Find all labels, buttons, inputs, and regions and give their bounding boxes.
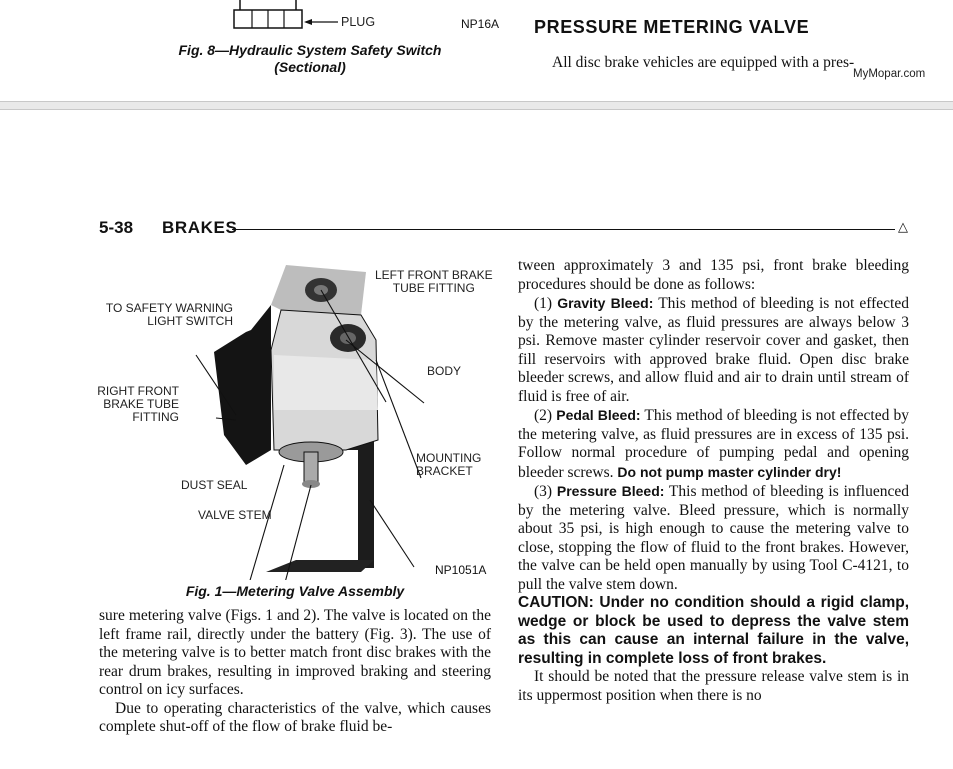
left-column: [99, 607, 491, 737]
left-para-1: sure metering valve (Figs. 1 and 2). The valve is located on the left frame rail, directly under the battery (Fig. 3). The use of the metering valve is to better match front disc brakes with the rear drum brakes, resulting in improved braking and steering control on icy surfaces.: [99, 607, 491, 698]
page-number: 5-38: [99, 218, 134, 237]
watermark: MyMopar.com: [853, 68, 926, 80]
page-5-38: [0, 109, 953, 769]
fig8-caption: [140, 42, 480, 76]
left-para-2: Due to operating characteristics of the valve, which causes complete shut-off of the flow of brake fluid be-: [99, 699, 491, 735]
valve-stem-label: VALVE STEM: [198, 508, 272, 522]
right-last-para: It should be noted that the pressure release valve stem is in its uppermost position when there is no: [518, 668, 909, 704]
right-para-1: tween approximately 3 and 135 psi, front brake bleeding procedures should be done as follows:: [518, 257, 909, 293]
left-front-brake-tube-fitting-label: LEFT FRONT BRAKE TUBE FITTING: [375, 268, 493, 295]
header-rule: [232, 229, 895, 230]
gravity-bleed-title: Gravity Bleed:: [557, 295, 654, 311]
previous-page-fragment: [0, 0, 953, 102]
fig1-code: NP1051A: [435, 563, 487, 577]
safety-switch-diagram-fragment: [228, 0, 338, 36]
mounting-bracket-label: MOUNTING BRACKET: [416, 451, 482, 478]
valve-side-face: [214, 305, 271, 465]
right-front-brake-tube-fitting-label: RIGHT FRONT BRAKE TUBE FITTING: [97, 384, 179, 424]
pedal-bleed-para: (2) Pedal Bleed: This method of bleeding is not effected by the metering valve, as fluid pressures are in excess of 135 psi. Follow normal procedure of pumping pedal and opening bleeder screws. Do not pump master cylinder dry!: [518, 407, 909, 481]
gravity-bleed-para: (1) Gravity Bleed: This method of bleeding is not effected by the metering valve, as fluid pressures are always below 3 psi. Remove master cylinder reservoir cover and gasket, then fill reservoirs with approved brake fluid. Open disc brake bleeder screws, and allow fluid and air to drain until stream of fluid is free of air.: [518, 295, 909, 405]
pressure-bleed-para: (3) Pressure Bleed: This method of bleeding is influenced by the metering valve. Bleed pressure, which is normally about 35 psi, is high enough to cause the metering valve to close, stopping the flow of fluid to the front brakes. However, the valve can be held open manually by using Tool C-4121, to pull the valve stem down.: [518, 483, 909, 593]
right-column: [518, 257, 909, 705]
pressure-bleed-title: Pressure Bleed:: [556, 483, 665, 499]
body-label: BODY: [427, 364, 462, 378]
fig1-caption: Fig. 1—Metering Valve Assembly: [185, 583, 405, 599]
fig8-caption-line2: (Sectional): [274, 59, 346, 75]
pedal-bleed-title: Pedal Bleed:: [556, 407, 641, 423]
intro-text: All disc brake vehicles are equipped with a pres-: [552, 54, 855, 71]
safety-warning-light-switch-label: TO SAFETY WARNING LIGHT SWITCH: [105, 301, 233, 328]
caution-note: CAUTION: Under no condition should a rigid clamp, wedge or block be used to depress the valve stem as this can cause an internal failure in the valve, resulting in complete loss of front brakes.: [518, 594, 909, 667]
header-mark: △: [898, 219, 908, 234]
plug-label: PLUG: [341, 15, 376, 29]
fig8-caption-line1: Fig. 8—Hydraulic System Safety Switch: [178, 42, 442, 58]
dust-seal-label: DUST SEAL: [181, 478, 248, 492]
section-heading: PRESSURE METERING VALVE: [534, 17, 810, 37]
bracket-foot: [266, 560, 374, 572]
pedal-warning: Do not pump master cylinder dry!: [617, 463, 842, 480]
section-title: BRAKES: [162, 218, 238, 237]
fig8-code: NP16A: [461, 17, 500, 31]
valve-stem-shape: [304, 452, 318, 484]
